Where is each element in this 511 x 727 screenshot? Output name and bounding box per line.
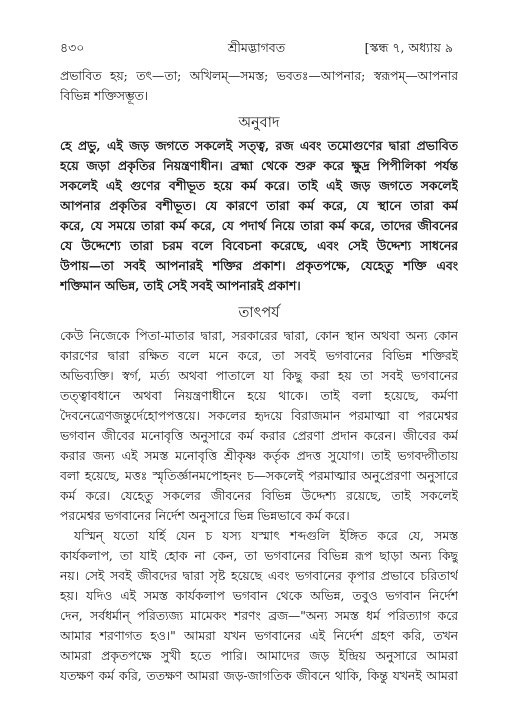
purport-line: পরমেশ্বর ভগবানের নির্দেশ অনুসারে ভিন্ন ভিন্নভাবে কর্ম করে।	[60, 509, 350, 523]
purport-paragraph-1	[60, 326, 458, 526]
translation-line: আপনার প্রকৃতির বশীভূত। যে কারণে তারা কর্ম করে, যে স্থানে তারা কর্ম	[60, 198, 458, 213]
page-number: ৪৩০	[60, 40, 85, 55]
synonyms-line: বিভিন্ন শক্তিসম্ভূত।	[60, 89, 149, 103]
purport-line: বলা হয়েছে, মত্তঃ স্মৃতির্জ্ঞানমপোহনং চ—সকলেই পরমাত্মার অনুপ্রেরণা অনুসারে	[60, 469, 458, 483]
canto-chapter-reference: [স্কন্ধ ৭, অধ্যায় ৯	[364, 40, 453, 55]
translation-line: শক্তিমান অভিন্ন, তাই সেই সবই আপনারই প্রকাশ।	[60, 278, 301, 293]
translation-line: যে উদ্দেশ্যে তারা চরম বলে বিবেচনা করেছে, এবং সেই উদ্দেশ্য সাধনের	[60, 238, 458, 253]
translation-line: উপায়—তা সবই আপনারই শক্তির প্রকাশ। প্রকৃতপক্ষে, যেহেতু শক্তি এবং	[60, 258, 458, 273]
translation-heading: অনুবাদ	[238, 115, 280, 131]
purport-line: কেউ নিজেকে পিতা-মাতার দ্বারা, সরকারের দ্বারা, কোন স্থান অথবা অন্য কোন	[60, 329, 458, 343]
synonyms-line: প্রভাবিত হয়; তৎ—তা; অখিলম্—সমস্ত; ভবতঃ—আপনার; স্বরূপম্—আপনার	[60, 69, 458, 83]
purport-line: অভিব্যক্তি। স্বর্গ, মর্ত্য অথবা পাতালে যা কিছু করা হয় তা সবই ভগবানের	[60, 369, 458, 383]
book-title: শ্রীমদ্ভাগবত	[227, 40, 286, 55]
synonyms-block	[60, 66, 458, 106]
purport-line: হয়। যদিও এই সমস্ত কার্যকলাপ ভগবান থেকে অভিন্ন, তবুও ভগবান নির্দেশ	[60, 589, 458, 603]
purport-line: করার জন্য এই সমস্ত মনোবৃত্তি শ্রীকৃষ্ণ কর্তৃক প্রদত্ত সুযোগ। তাই ভগবদ্গীতায়	[60, 449, 458, 463]
translation-line: হে প্রভু, এই জড় জগতে সকলেই সত্ত্ব, রজ এবং তমোগুণের দ্বারা প্রভাবিত	[60, 138, 458, 153]
purport-line: যস্মিন্ যতো যর্হি যেন চ যস্য যস্মাৎ শব্দগুলি ইঙ্গিত করে যে, সমস্ত	[74, 529, 458, 543]
translation-block	[60, 136, 458, 296]
translation-line: হয়ে জড়া প্রকৃতির নিয়ন্ত্রণাধীন। ব্রহ্মা থেকে শুরু করে ক্ষুদ্র পিপীলিকা পর্যন্ত	[60, 158, 458, 173]
purport-line: দেন, সর্বধর্মান্ পরিত্যজ্য মামেকং শরণং ব্রজ—"অন্য সমস্ত ধর্ম পরিত্যাগ করে	[60, 609, 458, 623]
purport-line: নয়। সেই সবই জীবদের দ্বারা সৃষ্ট হয়েছে এবং ভগবানের কৃপার প্রভাবে চরিতার্থ	[60, 569, 458, 583]
purport-line: ভগবান জীবের মনোবৃত্তি অনুসারে কর্ম করার প্রেরণা প্রদান করেন। জীবের কর্ম	[60, 429, 458, 443]
translation-line: করে, যে সময়ে তারা কর্ম করে, যে পদার্থ নিয়ে তারা কর্ম করে, তাদের জীবনের	[60, 218, 458, 233]
purport-line: আমার শরণাগত হও।" আমরা যখন ভগবানের এই নির্দেশ গ্রহণ করি, তখন	[60, 629, 458, 643]
purport-line: যতক্ষণ কর্ম করি, ততক্ষণ আমরা জড়-জাগতিক জীবনে থাকি, কিন্তু যখনই আমরা	[60, 669, 458, 683]
purport-line: আমরা প্রকৃতপক্ষে সুখী হতে পারি। আমাদের জড় ইন্দ্রিয় অনুসারে আমরা	[60, 649, 458, 663]
translation-line: সকলেই এই গুণের বশীভূত হয়ে কর্ম করে। তাই এই জড় জগতে সকলেই	[60, 178, 458, 193]
purport-heading: তাৎপর্য	[238, 305, 280, 321]
purport-line: কারণের দ্বারা রক্ষিত বলে মনে করে, তা সবই ভগবানের বিভিন্ন শক্তিরই	[60, 349, 458, 363]
purport-line: কার্যকলাপ, তা যাই হোক না কেন, তা ভগবানের বিভিন্ন রূপ ছাড়া অন্য কিছু	[60, 549, 458, 563]
page-body	[60, 66, 458, 686]
running-header	[60, 40, 453, 58]
purport-line: কর্ম করে। যেহেতু সকলের জীবনের বিভিন্ন উদ্দেশ্য রয়েছে, তাই সকলেই	[60, 489, 458, 503]
purport-line: দৈবনেত্রেণজন্তুর্দেহোপপত্তয়ে। সকলের হৃদয়ে বিরাজমান পরমাত্মা বা পরমেশ্বর	[60, 409, 458, 423]
purport-line: তত্ত্বাবধানে অথবা নিয়ন্ত্রণাধীনে হয়ে থাকে। তাই বলা হয়েছে, কর্মণা	[60, 389, 458, 403]
purport-paragraph-2	[60, 526, 458, 686]
